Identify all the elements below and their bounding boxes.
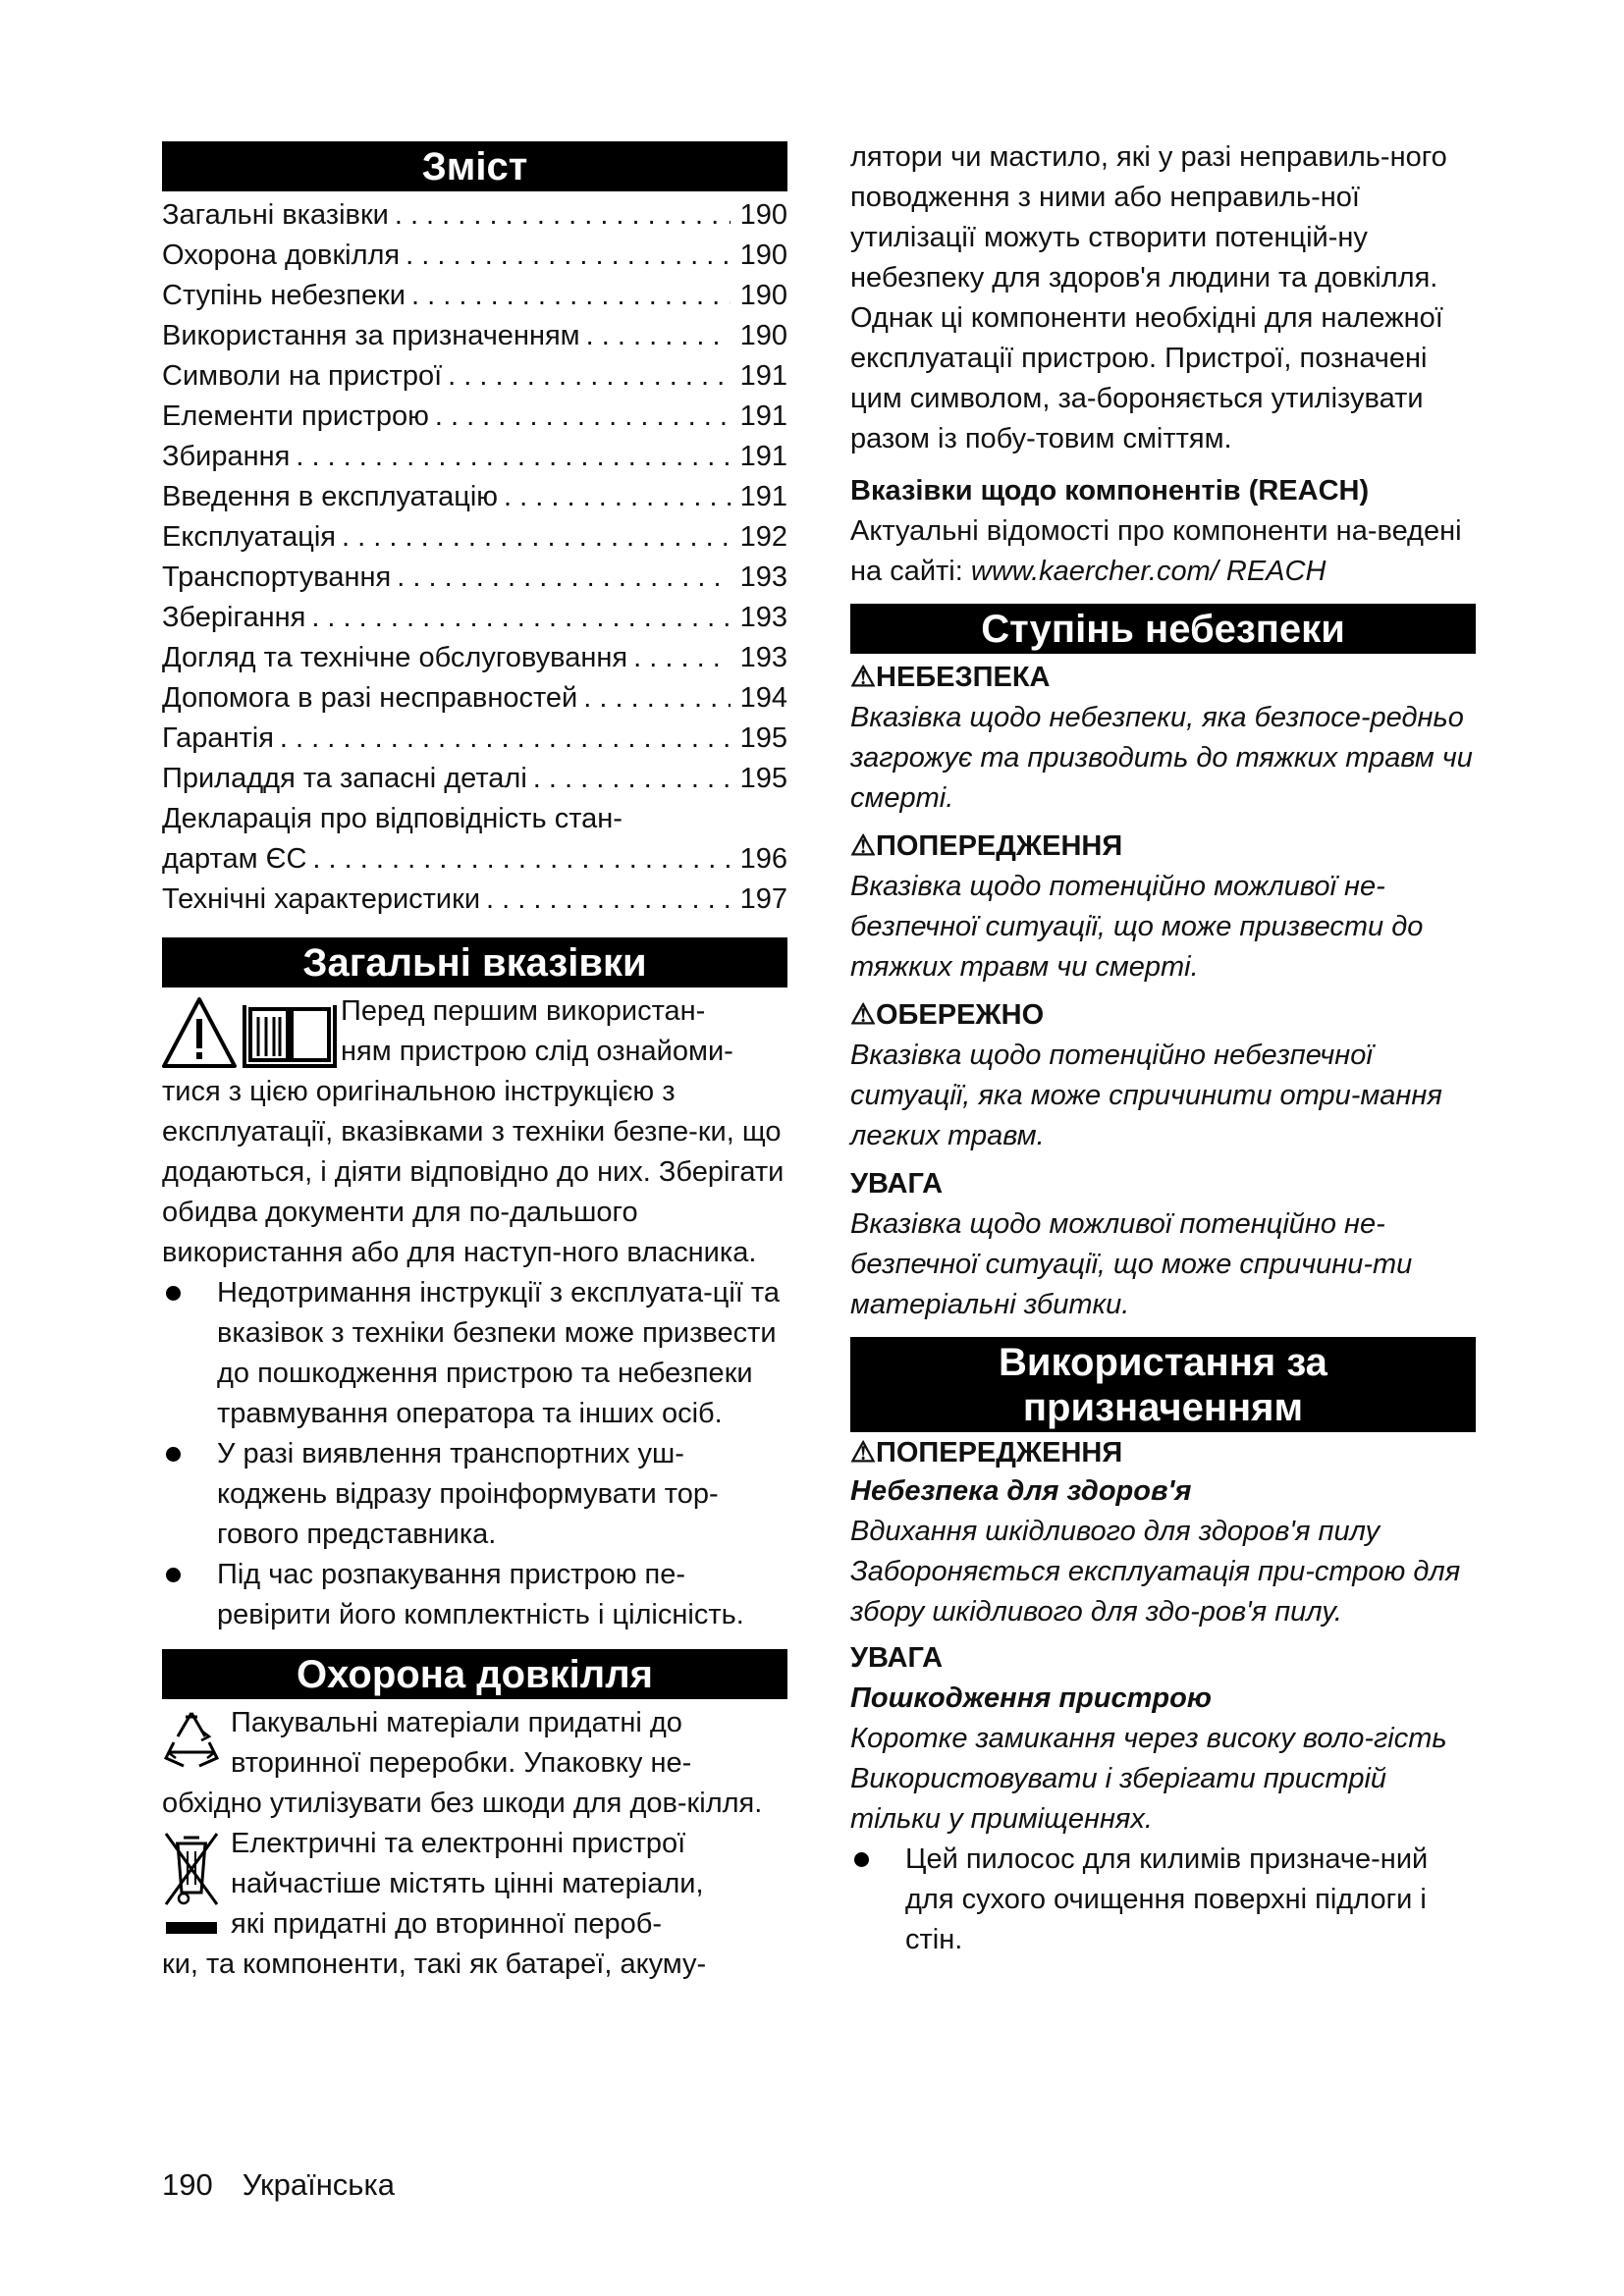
- toc-entry[interactable]: [162, 880, 787, 920]
- intended-notice-line2: Використовувати і зберігати пристрій тільки у приміщеннях.: [850, 1763, 1387, 1835]
- danger-levels-heading: Ступінь небезпеки: [850, 604, 1476, 654]
- intended-warning-label-text: ПОПЕРЕДЖЕННЯ: [876, 1437, 1123, 1468]
- toc-entry-title: Догляд та технічне обслуговування: [162, 642, 628, 673]
- toc-heading: Зміст: [162, 141, 787, 191]
- toc-entry-page: 195: [739, 763, 787, 794]
- intended-warning-title: Небезпека для здоров'я: [850, 1475, 1192, 1507]
- toc-entry-title: Використання за призначенням: [162, 320, 580, 351]
- packaging-block: [162, 1703, 787, 1824]
- danger-label: [850, 658, 1476, 698]
- left-column: [162, 141, 787, 1985]
- toc-leader: [406, 276, 731, 316]
- toc-leader: [429, 397, 731, 437]
- caution-label: [850, 995, 1476, 1036]
- list-item: [162, 1555, 787, 1635]
- right-column: [850, 137, 1476, 1960]
- toc-entry-page: 192: [739, 521, 787, 553]
- intended-warning-line1: Вдихання шкідливого для здоров'я пилу: [850, 1516, 1380, 1547]
- caution-text: Вказівка щодо потенційно небезпечної ситуації, яка може спричинити отри-мання легких травм.: [850, 1040, 1442, 1151]
- toc-entry-title: Зберігання: [162, 602, 306, 633]
- notice-level-block: [850, 1164, 1476, 1325]
- toc-entry-title: Технічні характеристики: [162, 883, 481, 915]
- toc-entry-page: 191: [739, 441, 787, 472]
- toc-entry-title: Загальні вказівки: [162, 199, 389, 231]
- toc-entry-page: 190: [739, 199, 787, 231]
- warning-triangle-icon: ⚠: [850, 999, 876, 1031]
- toc-entry[interactable]: [162, 839, 787, 880]
- packaging-text: обхідно утилізувати без шкоди для дов-кілля.: [162, 1788, 763, 1819]
- toc-entry-title: Символи на пристрої: [162, 360, 443, 392]
- caution-label-text: ОБЕРЕЖНО: [876, 999, 1045, 1031]
- list-item: [162, 1273, 787, 1434]
- notice-label: УВАГА: [850, 1168, 944, 1200]
- toc-entry-title: Елементи пристрою: [162, 400, 429, 432]
- toc-entry[interactable]: [162, 236, 787, 276]
- toc-entry-page: 195: [739, 722, 787, 754]
- toc-entry[interactable]: [162, 759, 787, 799]
- toc-leader: [442, 356, 731, 397]
- warning-level-block: [850, 827, 1476, 988]
- toc-entry-page: 194: [739, 682, 787, 714]
- notice-text: Вказівка щодо можливої потенційно не-безпечної ситуації, що може спричини-ти матеріальні збитки.: [850, 1208, 1413, 1320]
- toc-leader: [527, 759, 731, 799]
- toc-entry[interactable]: [162, 356, 787, 397]
- intended-notice-label: УВАГА: [850, 1642, 944, 1674]
- toc-entry-page: 196: [739, 843, 787, 875]
- toc-leader: [480, 880, 731, 920]
- warning-triangle-icon: ⚠: [850, 662, 876, 693]
- warning-label: [850, 827, 1476, 867]
- electronics-line3: які придатні до вторинної пероб-: [231, 1908, 663, 1940]
- warning-text: Вказівка щодо потенційно можливої не-безпечної ситуації, що може призвести до тяжких травм чи смерті.: [850, 871, 1424, 983]
- toc-entry[interactable]: [162, 517, 787, 558]
- toc-entry[interactable]: [162, 558, 787, 598]
- list-item-text: У разі виявлення транспортних уш-коджень відразу проінформувати тор-гового представника.: [217, 1438, 719, 1550]
- list-item-text: Під час розпакування пристрою пе-ревірити його комплектність і цілісність.: [217, 1559, 744, 1630]
- toc-entry[interactable]: [162, 477, 787, 517]
- reach-text: [850, 511, 1476, 592]
- warning-label-text: ПОПЕРЕДЖЕННЯ: [876, 830, 1123, 862]
- toc-entry-page: 190: [739, 280, 787, 311]
- toc-leader: [400, 236, 731, 276]
- toc-leader: [290, 437, 731, 477]
- intended-use-heading-line1: Використання за: [999, 1341, 1327, 1384]
- electronics-line1: Електричні та електронні пристрої: [231, 1828, 686, 1859]
- list-item: [850, 1840, 1476, 1960]
- toc-entry-title: Збирання: [162, 441, 291, 472]
- intended-use-heading: [850, 1337, 1476, 1432]
- toc-leader: [498, 477, 731, 517]
- intro-line1: Перед першим використан-: [341, 995, 706, 1027]
- toc-entry-title: Охорона довкілля: [162, 240, 401, 271]
- warning-manual-icon: [162, 995, 339, 1072]
- list-item: [162, 1434, 787, 1555]
- intro-line2: ням пристрою слід ознайоми-: [341, 1036, 733, 1067]
- toc-entry[interactable]: [162, 316, 787, 356]
- reach-title: Вказівки щодо компонентів (REACH): [850, 475, 1370, 507]
- environment-continued-text: лятори чи мастило, які у разі неправиль-ного поводження з ними або неправиль-ної утилізації можуть створити потенцій-ну небезпеку для здоров'я людини та довкілля. Однак ці компоненти необхідні для належної експлуатації пристрою. Пристрої, позначені цим символом, за-бороняється утилізувати разом із побу-товим сміттям.: [850, 141, 1447, 454]
- general-intro: [162, 991, 787, 1273]
- electronics-block: [162, 1824, 787, 1985]
- toc-leader: [336, 517, 731, 558]
- intended-warning-label: [850, 1434, 1476, 1471]
- packaging-line2: вторинної переробки. Упаковку не-: [231, 1747, 692, 1779]
- toc-leader: [391, 558, 731, 598]
- intended-warning-line2: Забороняється експлуатація при-строю для збору шкідливого для здо-ров'я пилу.: [850, 1556, 1461, 1628]
- toc-entry-title: Приладдя та запасні деталі: [162, 763, 527, 794]
- toc-entry-page: 191: [739, 360, 787, 392]
- toc-entry-title: Гарантія: [162, 722, 274, 754]
- toc-entry-page: 191: [739, 481, 787, 512]
- toc-entry-page: 193: [739, 602, 787, 633]
- toc-entry-title: Транспортування: [162, 561, 392, 593]
- toc-entry[interactable]: [162, 719, 787, 759]
- reach-text-body: Актуальні відомості про компоненти на-ведені на сайті:: [850, 515, 1462, 587]
- toc-entry[interactable]: [162, 678, 787, 719]
- toc-entry[interactable]: [162, 598, 787, 638]
- toc-entry[interactable]: [162, 397, 787, 437]
- toc-entry-title: Введення в експлуатацію: [162, 481, 499, 512]
- bullet-icon: [166, 1447, 181, 1462]
- intended-notice-title: Пошкодження пристрою: [850, 1682, 1212, 1714]
- toc-entry-page: 190: [739, 240, 787, 271]
- toc-entry-page: 193: [739, 642, 787, 673]
- toc-entry[interactable]: [162, 638, 787, 678]
- toc-leader: [305, 598, 731, 638]
- intro-text: тися з цією оригінальною інструкцією з експлуатації, вказівками з техніки безпе-ки, що додаються, і діяти відповідно до них. Зберігати обидва документи для по-дальшого використання або для наступ-ного власника.: [162, 1076, 785, 1268]
- danger-text: Вказівка щодо небезпеки, яка безпосе-редньо загрожує та призводить до тяжких травм чи смерті.: [850, 702, 1473, 814]
- environment-heading: Охорона довкілля: [162, 1649, 787, 1699]
- page-footer: [162, 2165, 395, 2205]
- toc-entry-declaration-line1[interactable]: Декларація про відповідність стан-: [162, 803, 623, 834]
- page-number: 190: [162, 2167, 213, 2202]
- toc-entry-page: 197: [739, 883, 787, 915]
- bullet-icon: [166, 1286, 181, 1301]
- toc-entry-page: 190: [739, 320, 787, 351]
- electronics-line4: ки, та компоненти, такі як батареї, акуму-: [162, 1949, 707, 1980]
- recycling-icon: [162, 1707, 221, 1779]
- toc-entry[interactable]: [162, 276, 787, 316]
- list-item-text: Цей пилосос для килимів призначе-ний для сухого очищення поверхні підлоги і стін.: [905, 1843, 1429, 1955]
- general-heading: Загальні вказівки: [162, 937, 787, 988]
- intro-icons: [162, 995, 339, 1072]
- intended-use-heading-line2: призначенням: [1022, 1386, 1304, 1429]
- toc-leader: [627, 638, 731, 678]
- reach-link[interactable]: www.kaercher.com/ REACH: [970, 556, 1326, 587]
- toc-entry[interactable]: [162, 437, 787, 477]
- bullet-icon: [854, 1852, 869, 1867]
- crossed-bin-icon: [162, 1828, 221, 1941]
- toc-entry-title: дартам ЄС: [162, 843, 307, 875]
- toc-entry-page: 191: [739, 400, 787, 432]
- packaging-line1: Пакувальні матеріали придатні до: [231, 1707, 682, 1738]
- toc-entry-title: Допомога в разі несправностей: [162, 682, 578, 714]
- list-item-text: Недотримання інструкції з експлуата-ції та вказівок з техніки безпеки може призвести до пошкодження пристрою та небезпеки травмування оператора та інших осіб.: [217, 1277, 780, 1429]
- warning-triangle-icon: ⚠: [850, 830, 876, 862]
- toc-leader: [274, 719, 731, 759]
- footer-language: Українська: [242, 2167, 395, 2202]
- bullet-icon: [166, 1568, 181, 1582]
- toc-entry-title: Ступінь небезпеки: [162, 280, 406, 311]
- caution-level-block: [850, 995, 1476, 1156]
- toc-leader: [580, 316, 731, 356]
- toc-entry-page: 193: [739, 561, 787, 593]
- toc-list: [162, 195, 787, 920]
- toc-leader: [389, 195, 731, 236]
- warning-triangle-icon: ⚠: [850, 1437, 876, 1468]
- toc-leader: [306, 839, 731, 880]
- toc-entry-title: Експлуатація: [162, 521, 336, 553]
- toc-leader: [577, 678, 731, 719]
- intended-notice-line1: Коротке замикання через високу воло-гість: [850, 1723, 1447, 1754]
- electronics-line2: найчастіше містять цінні матеріали,: [231, 1868, 704, 1899]
- danger-level-block: [850, 658, 1476, 819]
- danger-label-text: НЕБЕЗПЕКА: [876, 662, 1051, 693]
- toc-entry[interactable]: [162, 195, 787, 236]
